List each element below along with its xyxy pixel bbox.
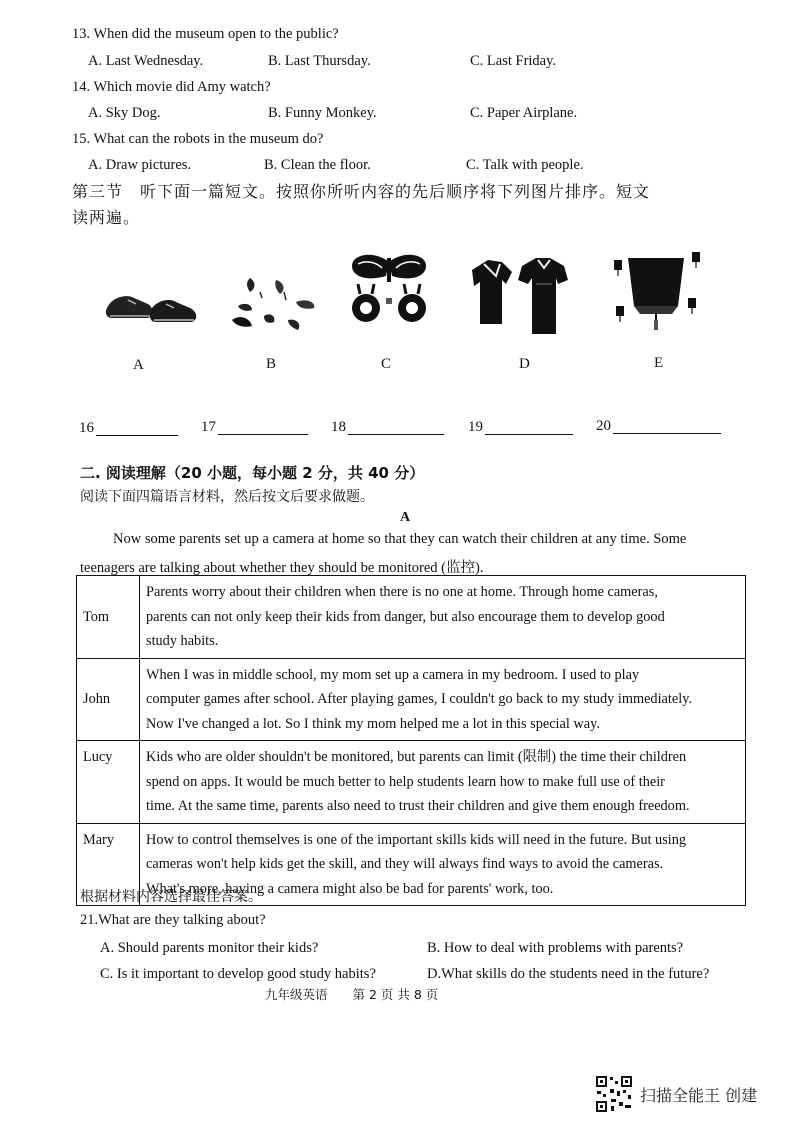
blank-19-input[interactable] [485, 434, 573, 435]
q13-option-c: C. Last Friday. [470, 53, 557, 69]
question-21: 21.What are they talking about? [80, 912, 266, 928]
page-footer: 九年级英语 第 2 页 共 8 页 [265, 987, 439, 1002]
blank-20-number: 20 [596, 418, 611, 434]
opinion-line: cameras won't help kids get the skill, and they will always find ways to avoid the cameras. [146, 856, 664, 872]
opinion-line: How to control themselves is one of the important skills kids will need in the future. But using [146, 831, 687, 848]
leaves-icon [224, 272, 324, 340]
opinion-line: spend on apps. It would be much better to help students learn how to make full use of their [146, 773, 665, 790]
picture-label-a: A [133, 357, 144, 373]
table-row [77, 576, 746, 659]
blank-18-input[interactable] [348, 434, 444, 435]
question-13: 13. When did the museum open to the public? [72, 26, 339, 42]
watermark-text: 扫描全能王 创建 [640, 1086, 758, 1105]
reading-instruction: 阅读下面四篇语言材料，然后按文后要求做题。 [80, 489, 374, 505]
q15-option-c: C. Talk with people. [466, 157, 584, 173]
opinion-line: parents can not only keep their kids from danger, but also encourage them to develop good [146, 608, 665, 625]
speaker-opinion [140, 576, 746, 659]
blank-18-number: 18 [331, 419, 346, 435]
q15-option-b: B. Clean the floor. [264, 157, 371, 173]
reading-heading: 二. 阅读理解（20 小题，每小题 2 分，共 40 分） [80, 464, 425, 482]
q13-option-a: A. Last Wednesday. [88, 53, 204, 69]
speaker-name: Tom [77, 576, 140, 659]
intro-line-1: Now some parents set up a camera at home so that they can watch their children at any time. Some [113, 531, 687, 547]
opinion-line: Now I've changed a lot. So I think my mom helped me a lot in this special way. [146, 715, 600, 732]
q13-option-b: B. Last Thursday. [268, 53, 371, 69]
picture-label-b: B [266, 356, 277, 372]
opinion-line: Kids who are older shouldn't be monitored, but parents can limit (限制) the time their children [146, 749, 687, 765]
section3-instruction-line1: 第三节 听下面一篇短文。按照你所听内容的先后顺序将下列图片排序。短文 [72, 182, 651, 201]
clothes-icon [462, 254, 574, 342]
picture-label-d: D [519, 356, 530, 372]
question-14: 14. Which movie did Amy watch? [72, 79, 271, 95]
picture-label-c: C [381, 356, 392, 372]
q21-option-c: C. Is it important to develop good study habits? [100, 966, 376, 982]
question-15: 15. What can the robots in the museum do? [72, 131, 324, 147]
opinion-line: study habits. [146, 633, 219, 649]
blank-20-input[interactable] [613, 433, 721, 434]
qr-code-icon [595, 1075, 633, 1113]
blank-16-number: 16 [79, 420, 94, 436]
section3-instruction-line2: 读两遍。 [72, 208, 141, 227]
opinion-line: time. At the same time, parents also need to trust their children and give them enough freedom. [146, 798, 690, 814]
speaker-opinion [140, 658, 746, 741]
table-row [77, 658, 746, 741]
q14-option-b: B. Funny Monkey. [268, 105, 377, 121]
opinion-line: What's more, having a camera might also be bad for parents' work, too. [146, 880, 554, 897]
shoes-icon [104, 278, 200, 328]
opinion-line: computer games after school. After playing games, I couldn't go back to my study immediately. [146, 691, 692, 707]
blank-19-number: 19 [468, 419, 483, 435]
q15-option-a: A. Draw pictures. [88, 157, 192, 173]
opinion-line: When I was in middle school, my mom set up a camera in my bedroom. I used to play [146, 666, 640, 683]
q21-option-b: B. How to deal with problems with parents? [427, 940, 684, 956]
picture-label-e: E [654, 355, 664, 371]
q21-option-a: A. Should parents monitor their kids? [100, 940, 319, 956]
lantern-icon [608, 248, 704, 334]
choose-instruction: 根据材料内容选择最佳答案。 [80, 889, 262, 905]
speaker-opinion [140, 741, 746, 824]
speaker-name: John [77, 658, 140, 741]
q14-option-c: C. Paper Airplane. [470, 105, 578, 121]
blank-17-number: 17 [201, 419, 216, 435]
intro-line-2: teenagers are talking about whether they should be monitored (监控). [80, 560, 484, 576]
speaker-name: Lucy [77, 741, 140, 824]
passage-label: A [400, 510, 411, 525]
q14-option-a: A. Sky Dog. [88, 105, 161, 121]
opinions-table [76, 575, 746, 906]
speaker-name: Mary [77, 823, 140, 906]
blank-16-input[interactable] [96, 435, 178, 436]
opinion-line: Parents worry about their children when there is no one at home. Through home cameras, [146, 584, 658, 600]
q21-option-d: D.What skills do the students need in the future? [427, 966, 710, 982]
blank-17-input[interactable] [218, 434, 308, 435]
table-row [77, 741, 746, 824]
paper-cutting-icon [344, 252, 434, 332]
